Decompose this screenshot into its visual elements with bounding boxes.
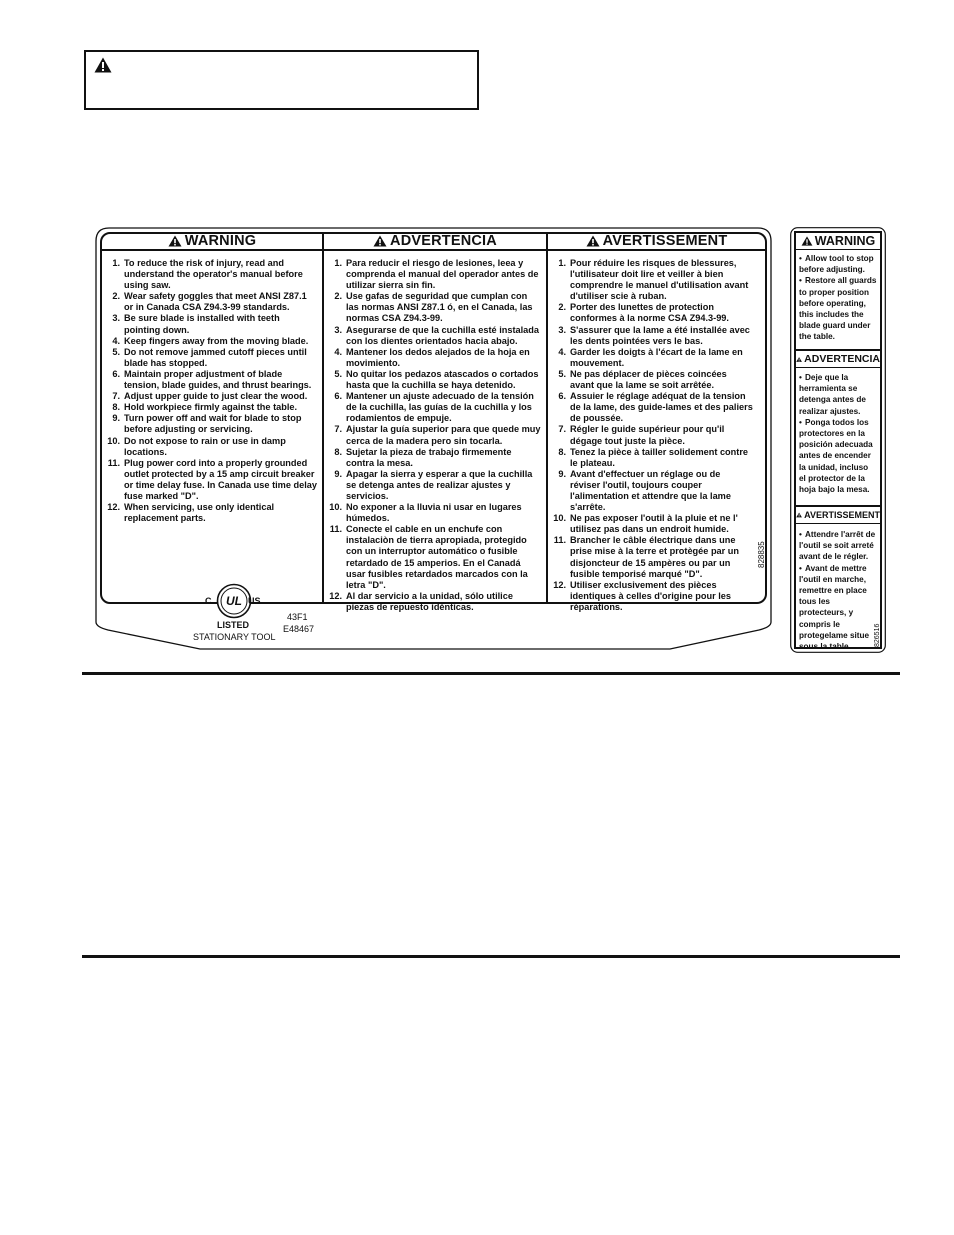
section-rule — [82, 672, 900, 675]
item-text: Adjust upper guide to just clear the wood. — [124, 391, 308, 402]
ul-code-1: 43F1 — [287, 612, 308, 622]
heading-text: AVERTISSEMENT — [602, 232, 728, 249]
list-item — [328, 369, 541, 391]
warning-triangle-icon — [796, 355, 802, 364]
item-number: 8. — [558, 446, 566, 457]
item-text: Mantener un ajuste adecuado de la tensión de la cuchilla, las guías de la cuchilla y los rodamientos de empuje. — [346, 391, 534, 424]
column-french — [548, 232, 766, 612]
item-text: Conecte el cable en un enchufe con instalaciòn de tierra apropiada, protegido con un interruptor automático o fusible retardado de 15 amperios. En el Canadá usar fusibles retardados marcados con la letra "D". — [346, 524, 528, 590]
column-english — [102, 232, 322, 604]
item-number: 5. — [558, 368, 566, 379]
list-item — [106, 458, 317, 502]
item-number: 1. — [558, 258, 566, 268]
item-number: 7. — [558, 424, 566, 435]
item-number: 7. — [112, 391, 120, 402]
list-item — [328, 502, 541, 524]
list-item — [106, 402, 317, 413]
list-item — [106, 413, 317, 435]
column-spanish — [324, 232, 546, 612]
item-number: 9. — [334, 468, 342, 479]
warning-triangle-icon — [94, 57, 112, 73]
side-heading-warning: WARNING — [796, 233, 880, 250]
column-body — [102, 258, 322, 524]
list-item — [552, 302, 753, 324]
list-item — [552, 347, 753, 369]
list-item — [328, 258, 541, 291]
item-text: Ne pas exposer l'outil à la pluie et ne l' utilisez pas dans un endroit humide. — [570, 513, 738, 535]
bullet-icon: • — [799, 254, 802, 263]
bullet-icon: • — [799, 276, 802, 286]
item-number: 6. — [334, 391, 342, 402]
item-text: Ponga todos los protectores en la posición adecuada antes de encender la unidad, incluso el protector de la hoja bajo la mesa. — [799, 417, 873, 495]
warning-triangle-icon — [796, 511, 802, 519]
item-number: 2. — [112, 291, 120, 302]
list-item — [552, 469, 753, 513]
item-text: Restore all guards to proper position before operating, this includes the blade guard under the table. — [799, 276, 877, 342]
item-text: Wear safety goggles that meet ANSI Z87.1 or in Canada CSA Z94.3-99 standards. — [124, 291, 307, 313]
ul-us-mark: US — [248, 596, 261, 606]
side-heading-avertissement: AVERTISSEMENT — [796, 507, 880, 524]
item-number: 11. — [553, 535, 566, 546]
item-text: Allow tool to stop before adjusting. — [799, 254, 874, 275]
list-item — [552, 424, 753, 446]
list-item — [328, 524, 541, 591]
list-item — [552, 325, 753, 347]
ul-listed-text: LISTED — [217, 620, 250, 630]
item-number: 12. — [107, 502, 120, 513]
item-text: Sujetar la pieza de trabajo firmemente contra la mesa. — [346, 446, 512, 468]
ul-category-text: STATIONARY TOOL — [193, 632, 276, 642]
ul-mark: UL — [226, 594, 242, 608]
instruction-list — [328, 258, 541, 613]
item-text: Ajustar la guía superior para que quede muy cerca de la madera pero sin tocarla. — [346, 424, 541, 446]
item-number: 4. — [112, 335, 120, 346]
item-text: Porter des lunettes de protection conformes à la norme CSA Z94.3-99. — [570, 302, 729, 324]
list-item — [552, 580, 753, 613]
item-number: 9. — [558, 468, 566, 479]
item-text: Garder les doigts à l'écart de la lame en mouvement. — [570, 346, 743, 368]
item-text: Asegurarse de que la cuchilla esté instalada con los dientes orientados hacia abajo. — [346, 324, 540, 346]
item-number: 10. — [329, 502, 342, 513]
bullet-icon: • — [799, 373, 802, 382]
item-text: Deje que la herramienta se detenga antes de realizar ajustes. — [799, 373, 866, 416]
item-number: 6. — [558, 391, 566, 402]
side-safety-label — [790, 227, 886, 653]
list-item — [552, 447, 753, 469]
item-text: Tenez la pièce à tailler solidement contre le plateau. — [570, 446, 749, 468]
list-item — [552, 513, 753, 535]
side-section-body — [799, 529, 877, 652]
item-text: Hold workpiece firmly against the table. — [124, 402, 298, 413]
item-number: 8. — [112, 402, 120, 413]
item-text: Avant d'effectuer un réglage ou de réviser l'outil, toujours couper l'alimentation et attendre que la lame s'arrête. — [570, 468, 731, 513]
list-item — [106, 502, 317, 524]
column-heading — [548, 232, 765, 251]
item-number: 3. — [334, 324, 342, 335]
item-number: 3. — [558, 324, 566, 335]
item-text: Utiliser exclusivement des pièces identiques à celles d'origine pour les réparations. — [570, 579, 731, 612]
list-item — [328, 391, 541, 424]
item-text: S'assurer que la lame a été installée avec les dents pointées vers le bas. — [570, 324, 750, 346]
item-number: 11. — [107, 457, 120, 468]
list-item — [106, 347, 317, 369]
list-item — [328, 469, 541, 502]
list-item — [799, 253, 877, 275]
list-item — [328, 291, 541, 324]
section-rule — [82, 955, 900, 958]
bullet-icon: • — [799, 530, 802, 539]
item-number: 4. — [334, 346, 342, 357]
list-item — [328, 424, 541, 446]
item-number: 5. — [334, 368, 342, 379]
warning-triangle-icon — [801, 236, 813, 246]
warning-triangle-icon — [373, 235, 387, 247]
item-text: Use gafas de seguridad que cumplan con las normas ANSI Z87.1 ó, en el Canada, las normas CSA Z94.3-99. — [346, 291, 533, 324]
list-item — [106, 313, 317, 335]
item-text: Do not remove jammed cutoff pieces until blade has stopped. — [124, 346, 307, 368]
item-number: 10. — [107, 435, 120, 446]
list-item — [106, 258, 317, 291]
list-item — [799, 275, 877, 342]
item-text: Turn power off and wait for blade to stop before adjusting or servicing. — [124, 413, 302, 435]
part-code: 828835 — [757, 541, 766, 568]
item-number: 3. — [112, 313, 120, 324]
item-text: Pour réduire les risques de blessures, l'utilisateur doit lire et veiller à bien comprendre le manuel d'utilisation avant d'utiliser scie à ruban. — [570, 258, 749, 302]
item-text: Attendre l'arrêt de l'outil se soit arreté avant de le régler. — [799, 530, 876, 562]
item-text: Keep fingers away from the moving blade. — [124, 335, 309, 346]
list-item — [328, 325, 541, 347]
heading-text: WARNING — [184, 232, 257, 249]
ul-code-2: E48467 — [283, 624, 315, 634]
item-text: Para reducir el riesgo de lesiones, leea y comprenda el manual del operador antes de utilizar sierra sin fin. — [346, 258, 539, 291]
item-number: 10. — [553, 513, 566, 524]
item-text: Assuier le réglage adéquat de la tension de la lame, des guide-lames et des paliers de poussée. — [570, 391, 753, 424]
list-item — [106, 336, 317, 347]
side-part-code: 826516 — [874, 623, 881, 647]
warning-triangle-icon — [168, 235, 182, 247]
item-number: 5. — [112, 346, 120, 357]
item-text: Al dar servicio a la unidad, sólo utilice piezas de repuesto idénticas. — [346, 590, 513, 612]
item-text: Be sure blade is installed with teeth pointing down. — [124, 313, 280, 335]
list-item — [328, 347, 541, 369]
item-text: No quitar los pedazos atascados o cortados hasta que la cuchilla se haya detenido. — [346, 368, 539, 391]
list-item — [799, 417, 877, 495]
item-text: Maintain proper adjustment of blade tension, blade guides, and thrust bearings. — [124, 368, 312, 391]
heading-text: ADVERTENCIA — [390, 232, 497, 249]
label-inner-panel — [100, 232, 767, 612]
item-number: 4. — [558, 346, 566, 357]
list-item — [328, 591, 541, 613]
list-item — [106, 291, 317, 313]
bullet-icon: • — [799, 563, 802, 573]
list-item — [106, 369, 317, 391]
column-heading — [102, 232, 322, 251]
side-section-body — [799, 372, 877, 495]
list-item — [328, 447, 541, 469]
column-heading — [324, 232, 546, 251]
list-item — [106, 391, 317, 402]
item-text: Plug power cord into a properly grounded outlet protected by a 15 amp circuit breaker or time delay fuse. In Canada use time delay fuse marked "D". — [124, 457, 318, 501]
item-text: Apagar la sierra y esperar a que la cuchilla se detenga antes de realizar ajustes y servicios. — [346, 468, 533, 501]
item-text: No exponer a la lluvia ni usar en lugares húmedos. — [346, 502, 522, 524]
item-number: 12. — [553, 579, 566, 590]
list-item — [552, 535, 753, 579]
column-body — [324, 258, 546, 613]
item-text: To reduce the risk of injury, read and understand the operator's manual before using saw. — [124, 258, 303, 291]
side-section-body — [799, 253, 877, 343]
list-item — [552, 258, 753, 302]
side-heading-advertencia: ADVERTENCIA — [796, 351, 880, 368]
item-text: Do not expose to rain or use in damp locations. — [124, 435, 286, 457]
list-item — [799, 372, 877, 417]
item-number: 12. — [329, 590, 342, 601]
item-text: When servicing, use only identical replacement parts. — [124, 502, 275, 524]
side-label-inner — [794, 231, 882, 652]
warning-box — [84, 50, 479, 110]
item-number: 1. — [334, 258, 342, 268]
instruction-list — [552, 258, 753, 613]
item-text: Avant de mettre l'outil en marche, remettre en place tous les protecteurs, y compris le protegelame situe sous la table. — [799, 563, 870, 652]
item-text: Brancher le câble électrique dans une prise mise à la terre et protègée par un disjoncteur de 15 ampères ou par un fusible temporisé marqué "D". — [570, 535, 740, 579]
instruction-list — [106, 258, 317, 524]
item-text: Régler le guide supérieur pour qu'il dégage tout juste la pièce. — [570, 424, 725, 446]
ul-c-mark: C — [205, 596, 212, 606]
list-item — [799, 529, 877, 563]
item-number: 2. — [558, 302, 566, 313]
item-number: 2. — [334, 291, 342, 302]
bullet-icon: • — [799, 417, 802, 427]
item-number: 6. — [112, 368, 120, 379]
item-number: 7. — [334, 424, 342, 435]
warning-triangle-icon — [586, 235, 600, 247]
item-text: Ne pas déplacer de pièces coincées avant que la lame se soit arrêtée. — [570, 368, 727, 391]
list-item — [552, 391, 753, 424]
item-number: 8. — [334, 446, 342, 457]
item-text: Mantener los dedos alejados de la hoja en movimiento. — [346, 346, 530, 368]
list-item — [552, 369, 753, 391]
main-safety-label — [95, 227, 772, 652]
item-number: 11. — [329, 524, 342, 535]
item-number: 1. — [112, 258, 120, 268]
item-number: 9. — [112, 413, 120, 424]
column-body — [548, 258, 765, 613]
list-item — [799, 563, 877, 653]
list-item — [106, 436, 317, 458]
